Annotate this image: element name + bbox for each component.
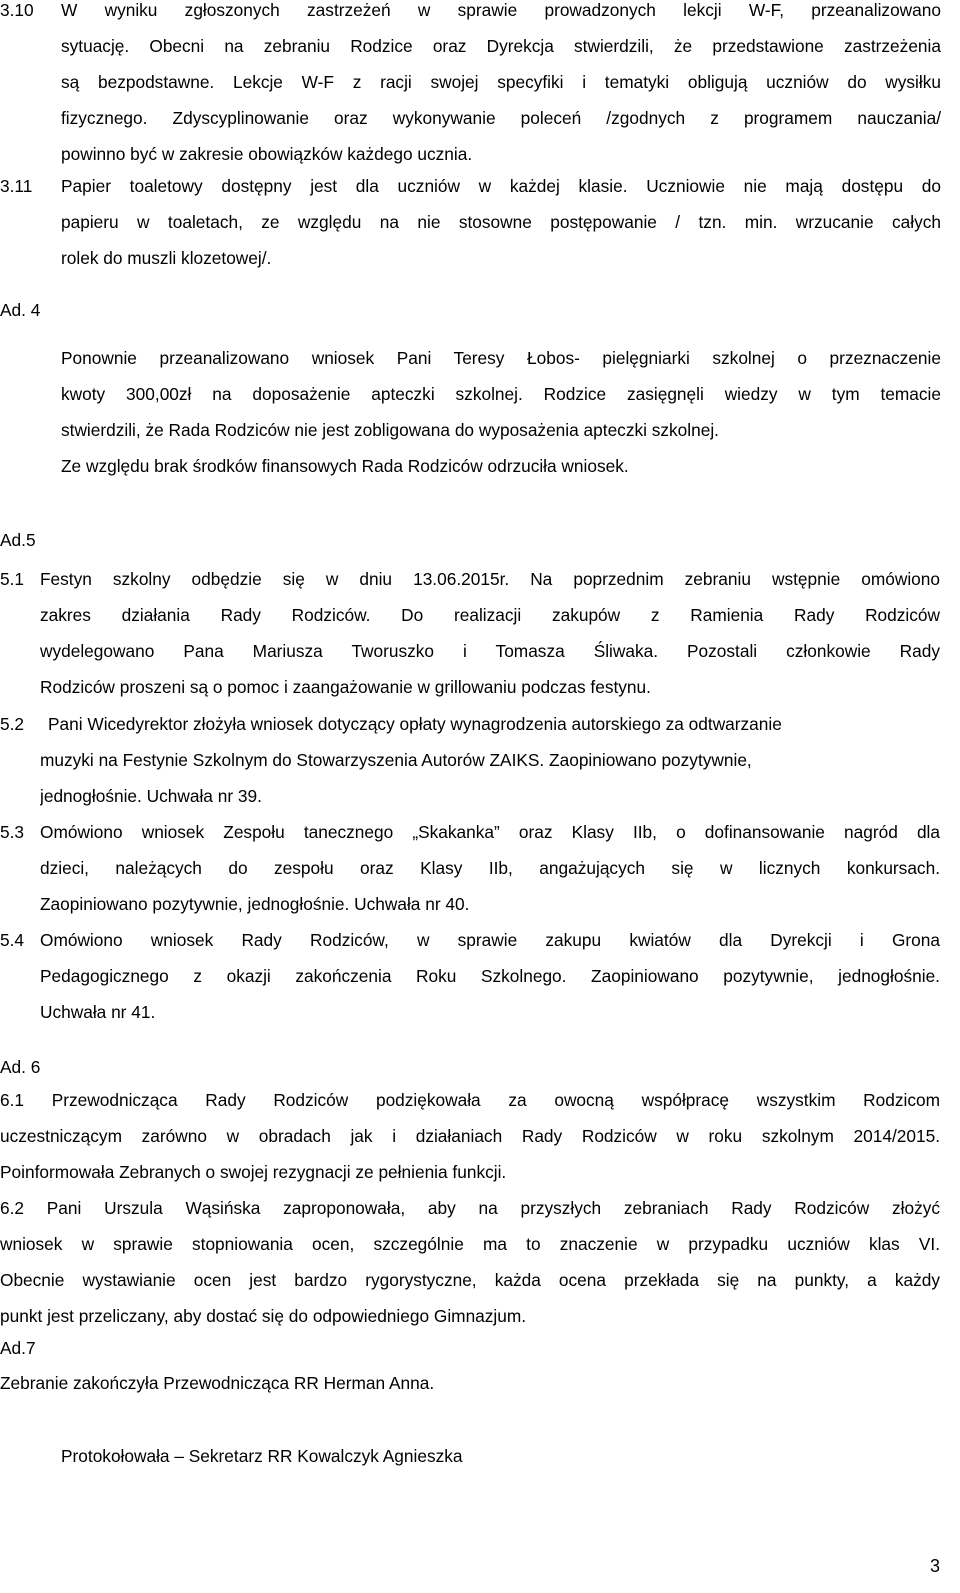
page-number: 3 xyxy=(929,1556,940,1576)
paragraph-line: kwoty 300,00zł na doposażenie apteczki szkolnej. Rodzice zasięgnęli wiedzy w tym temacie xyxy=(61,384,941,404)
paragraph-5-3 xyxy=(40,814,940,922)
paragraph-line: Pani Wicedyrektor złożyła wniosek dotyczący opłaty wynagrodzenia autorskiego za odtwarzanie xyxy=(48,714,782,734)
paragraph-line: Rodziców proszeni są o pomoc i zaangażowanie w grillowaniu podczas festynu. xyxy=(40,677,651,697)
paragraph-line: fizycznego. Zdyscyplinowanie oraz wykonywanie poleceń /zgodnych z programem nauczania/ xyxy=(61,108,941,128)
paragraph-line: 6.1 Przewodnicząca Rady Rodziców podziękowała za owocną współpracę wszystkim Rodzicom xyxy=(0,1090,940,1110)
paragraph-line: Festyn szkolny odbędzie się w dniu 13.06.2015r. Na poprzednim zebraniu wstępnie omówiono xyxy=(40,569,940,589)
item-number-5-3: 5.3 xyxy=(0,822,25,842)
paragraph-line: Ponownie przeanalizowano wniosek Pani Teresy Łobos- pielęgniarki szkolnej o przeznaczenie xyxy=(61,348,941,368)
section-heading-ad-4: Ad. 4 xyxy=(0,300,41,320)
paragraph-line: Poinformowała Zebranych o swojej rezygnacji ze pełnienia funkcji. xyxy=(0,1162,507,1182)
paragraph-line: 6.2 Pani Urszula Wąsińska zaproponowała, aby na przyszłych zebraniach Rady Rodziców złożyć xyxy=(0,1198,940,1218)
paragraph-line: Uchwała nr 41. xyxy=(40,1002,156,1022)
paragraph-6-2 xyxy=(0,1190,940,1334)
paragraph-ad-4 xyxy=(61,340,941,484)
paragraph-line: rolek do muszli klozetowej/. xyxy=(61,248,272,268)
paragraph-line: Ze względu brak środków finansowych Rada Rodziców odrzuciła wniosek. xyxy=(61,456,629,476)
item-number-5-4: 5.4 xyxy=(0,930,25,950)
paragraph-line: zakres działania Rady Rodziców. Do realizacji zakupów z Ramienia Rady Rodziców xyxy=(40,605,940,625)
paragraph-5-2 xyxy=(40,706,940,814)
paragraph-line: Omówiono wniosek Rady Rodziców, w sprawie zakupu kwiatów dla Dyrekcji i Grona xyxy=(40,930,940,950)
item-number-5-2: 5.2 xyxy=(0,714,25,734)
paragraph-line: Zaopiniowano pozytywnie, jednogłośnie. Uchwała nr 40. xyxy=(40,894,470,914)
item-number-3-10: 3.10 xyxy=(0,0,34,20)
paragraph-5-1 xyxy=(40,561,940,705)
paragraph-line: Omówiono wniosek Zespołu tanecznego „Skakanka” oraz Klasy IIb, o dofinansowanie nagród dla xyxy=(40,822,940,842)
section-heading-ad-7: Ad.7 xyxy=(0,1338,36,1358)
paragraph-6-1 xyxy=(0,1082,940,1190)
paragraph-3-10 xyxy=(61,0,941,172)
paragraph-line: W wyniku zgłoszonych zastrzeżeń w sprawie prowadzonych lekcji W-F, przeanalizowano xyxy=(61,0,941,20)
paragraph-3-11 xyxy=(61,168,941,276)
item-number-3-11: 3.11 xyxy=(0,176,33,196)
paragraph-line: Obecnie wystawianie ocen jest bardzo rygorystyczne, każda ocena przekłada się na punkty, a każdy xyxy=(0,1270,940,1290)
paragraph-line: Pedagogicznego z okazji zakończenia Roku Szkolnego. Zaopiniowano pozytywnie, jednogłośnie. xyxy=(40,966,940,986)
section-heading-ad-6: Ad. 6 xyxy=(0,1057,41,1077)
paragraph-line: jednogłośnie. Uchwała nr 39. xyxy=(40,786,262,806)
paragraph-line: wydelegowano Pana Mariusza Tworuszko i Tomasza Śliwaka. Pozostali członkowie Rady xyxy=(40,641,940,661)
section-heading-ad-5: Ad.5 xyxy=(0,530,36,550)
item-number-5-1: 5.1 xyxy=(0,569,25,589)
paragraph-line: papieru w toaletach, ze względu na nie stosowne postępowanie / tzn. min. wrzucanie całych xyxy=(61,212,941,232)
closing-statement: Zebranie zakończyła Przewodnicząca RR Herman Anna. xyxy=(0,1373,435,1393)
paragraph-line: punkt jest przeliczany, aby dostać się do odpowiedniego Gimnazjum. xyxy=(0,1306,527,1326)
paragraph-5-4 xyxy=(40,922,940,1030)
paragraph-line: muzyki na Festynie Szkolnym do Stowarzyszenia Autorów ZAIKS. Zaopiniowano pozytywnie, xyxy=(40,750,752,770)
paragraph-line: uczestniczącym zarówno w obradach jak i działaniach Rady Rodziców w roku szkolnym 2014/2015. xyxy=(0,1126,940,1146)
paragraph-line: sytuację. Obecni na zebraniu Rodzice oraz Dyrekcja stwierdzili, że przedstawione zastrzeżenia xyxy=(61,36,941,56)
paragraph-line: stwierdzili, że Rada Rodziców nie jest zobligowana do wyposażenia apteczki szkolnej. xyxy=(61,420,719,440)
paragraph-line: dzieci, należących do zespołu oraz Klasy IIb, angażujących się w licznych konkursach. xyxy=(40,858,940,878)
paragraph-line: są bezpodstawne. Lekcje W-F z racji swojej specyfiki i tematyki obligują uczniów do wysiłku xyxy=(61,72,941,92)
paragraph-line: wniosek w sprawie stopniowania ocen, szczególnie ma to znaczenie w przypadku uczniów klas VI. xyxy=(0,1234,940,1254)
paragraph-line: Papier toaletowy dostępny jest dla uczniów w każdej klasie. Uczniowie nie mają dostępu do xyxy=(61,176,941,196)
signature-line: Protokołowała – Sekretarz RR Kowalczyk Agnieszka xyxy=(61,1446,463,1466)
paragraph-line: powinno być w zakresie obowiązków każdego ucznia. xyxy=(61,144,473,164)
